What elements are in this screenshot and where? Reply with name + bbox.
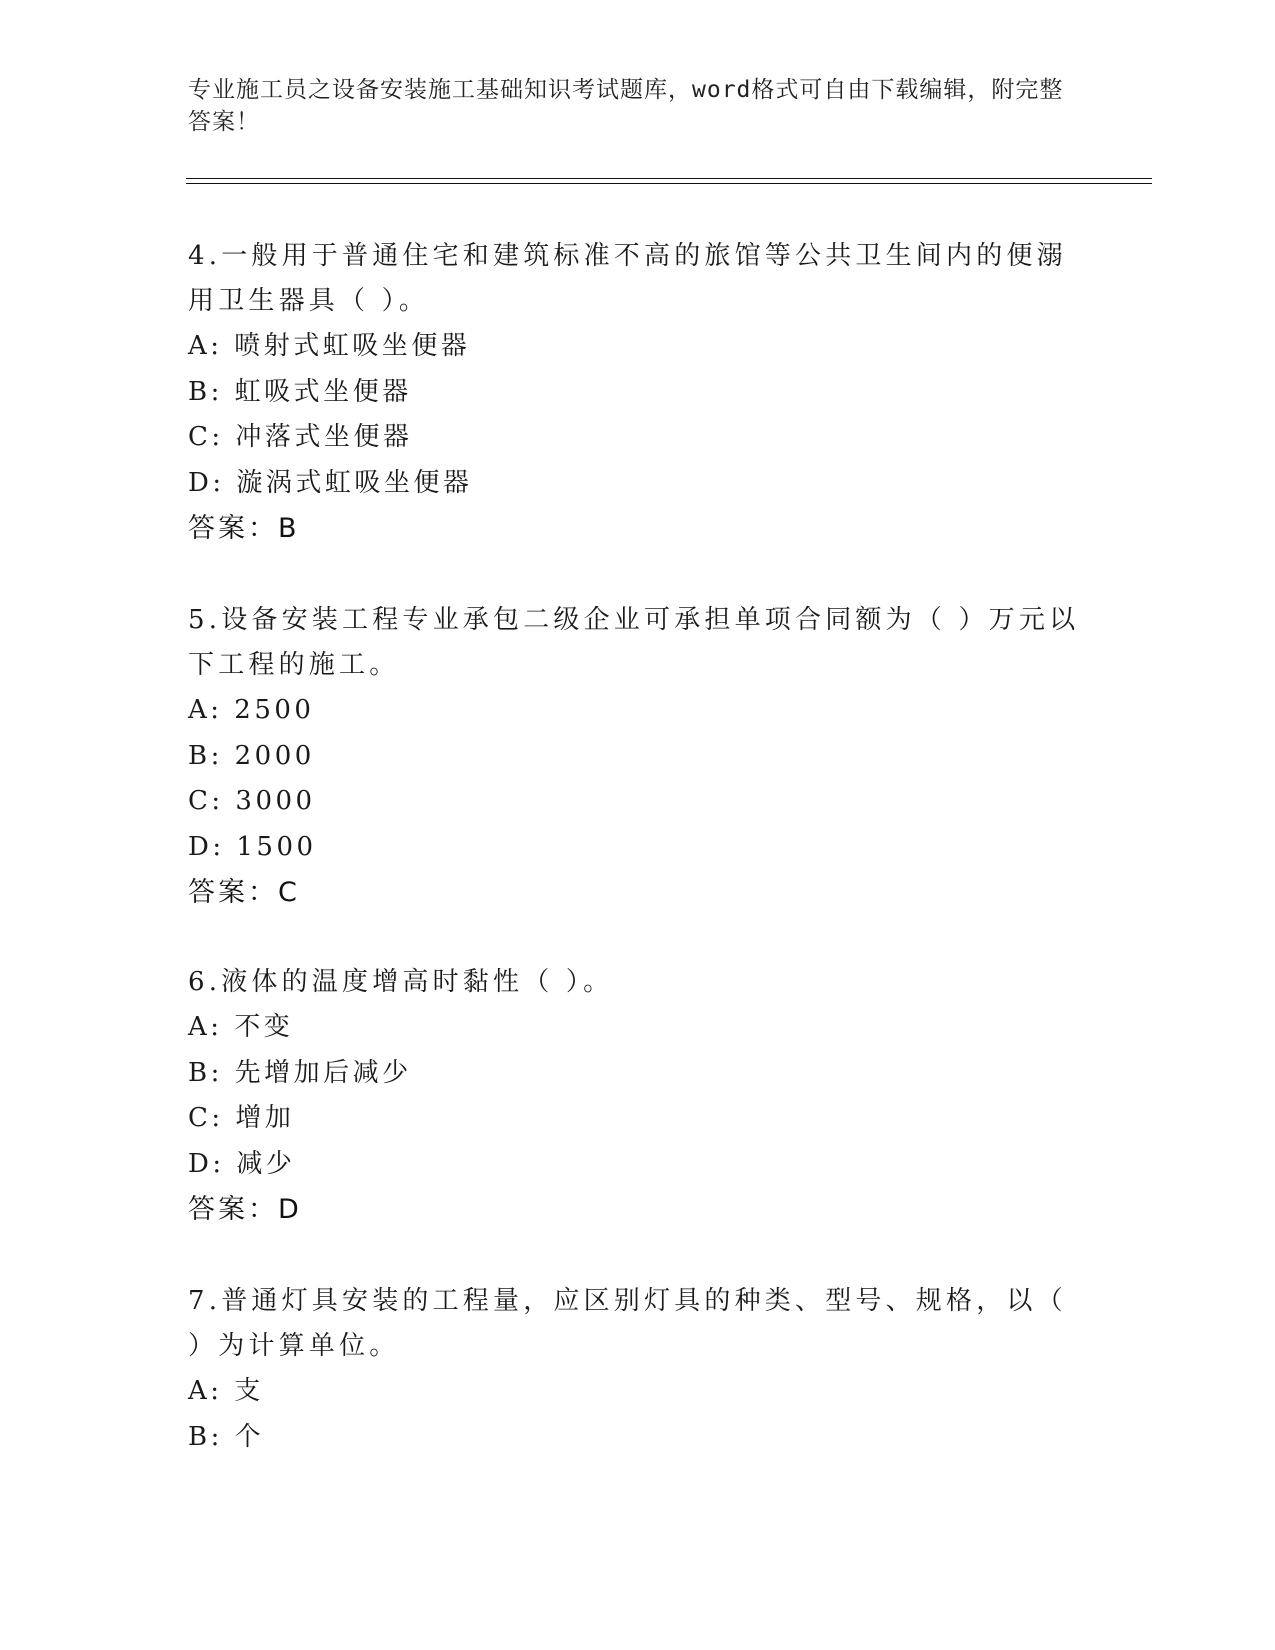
answer-line: 答案：D [188,1194,302,1225]
option-b: B: 先增加后减少 [188,1057,412,1088]
option-b: B: 虹吸式坐便器 [188,376,412,407]
question-stem: 4.一般用于普通住宅和建筑标准不高的旅馆等公共卫生间内的便溺用卫生器具（ ）。 [188,241,1067,316]
option-c: C: 冲落式坐便器 [188,422,413,452]
option-a: A: 支 [188,1376,264,1406]
option-a: A: 不变 [188,1012,294,1042]
option-d: D: 漩涡式虹吸坐便器 [188,467,473,498]
option-a: A: 2500 [188,695,315,725]
option-b: B: 个 [188,1421,265,1452]
question-7 [188,1279,1088,1460]
option-c: C: 增加 [188,1103,295,1133]
option-d: D: 1500 [188,831,317,862]
option-c: C: 3000 [188,786,316,816]
header-divider-top [186,178,1152,179]
answer-line: 答案：B [188,513,300,544]
question-4 [188,234,1088,552]
option-a: A: 喷射式虹吸坐便器 [188,331,471,361]
answer-line: 答案：C [188,877,300,908]
document-header: 专业施工员之设备安装施工基础知识考试题库，word格式可自由下载编辑，附完整答案！ [188,77,1064,135]
question-stem: 7.普通灯具安装的工程量，应区别灯具的种类、型号、规格，以（ ）为计算单位。 [188,1286,1067,1361]
option-d: D: 减少 [188,1148,296,1179]
question-5 [188,598,1088,916]
header-divider-bottom [186,183,1152,184]
question-stem: 6.液体的温度增高时黏性（ ）。 [188,967,614,997]
question-6 [188,960,1088,1233]
question-stem: 5.设备安装工程专业承包二级企业可承担单项合同额为（ ）万元以下工程的施工。 [188,605,1080,680]
option-b: B: 2000 [188,740,315,771]
